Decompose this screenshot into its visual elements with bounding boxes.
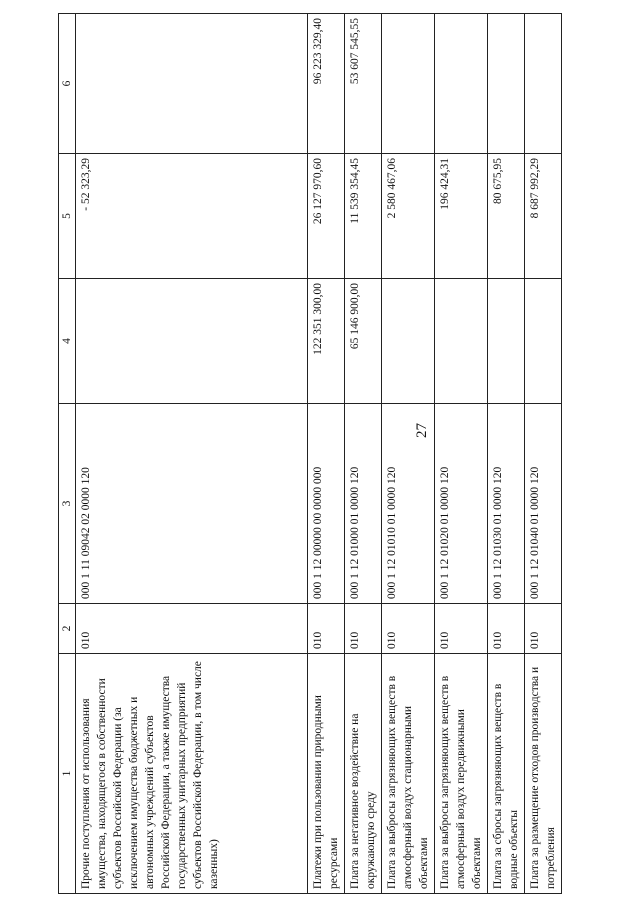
row-unexecuted: [76, 14, 308, 154]
table-row: [382, 14, 435, 894]
row-budget-code: 000 1 12 01020 01 0000 120: [435, 404, 488, 604]
row-unexecuted: [382, 14, 435, 154]
column-number-row: [59, 14, 76, 894]
row-budget-code: 000 1 12 00000 00 0000 000: [308, 404, 345, 604]
page-number: 27: [414, 423, 430, 438]
row-unexecuted: [525, 14, 562, 154]
row-budget-code: 000 1 12 01040 01 0000 120: [525, 404, 562, 604]
column-header-2: 2: [59, 604, 76, 654]
row-approved: [488, 279, 525, 404]
row-approved: 65 146 900,00: [345, 279, 382, 404]
column-header-6: 6: [59, 14, 76, 154]
row-executed: 2 580 467,06: [382, 154, 435, 279]
column-header-3: 3: [59, 404, 76, 604]
row-line-code: 010: [488, 604, 525, 654]
table-row: [345, 14, 382, 894]
column-header-4: 4: [59, 279, 76, 404]
table-row: [76, 14, 308, 894]
row-approved: [382, 279, 435, 404]
row-executed: 8 687 992,29: [525, 154, 562, 279]
row-name: Плата за выбросы загрязняющих веществ в атмосферный воздух стационарными объектами: [382, 654, 435, 894]
row-approved: 122 351 300,00: [308, 279, 345, 404]
column-header-5: 5: [59, 154, 76, 279]
row-name: Плата за размещение отходов производства и потребления: [525, 654, 562, 894]
row-line-code: 010: [382, 604, 435, 654]
row-unexecuted: [488, 14, 525, 154]
row-executed: 80 675,95: [488, 154, 525, 279]
row-budget-code: 000 1 12 01010 01 0000 120: [382, 404, 435, 604]
row-line-code: 010: [525, 604, 562, 654]
report-table-container: [58, 14, 628, 894]
row-executed: 11 539 354,45: [345, 154, 382, 279]
row-name: Прочие поступления от использования имущества, находящегося в собственности субъектов Российской Федерации (за исключением имущества бюджетных и автономных учреждений субъектов Российской Федерации, а также имущества государственных унитарных предприятий субъектов Российской Федерации, в том числе казенных): [76, 654, 308, 894]
table-row: [308, 14, 345, 894]
row-line-code: 010: [435, 604, 488, 654]
table-row: [435, 14, 488, 894]
column-header-1: 1: [59, 654, 76, 894]
row-approved: [76, 279, 308, 404]
row-budget-code: 000 1 12 01000 01 0000 120: [345, 404, 382, 604]
row-line-code: 010: [76, 604, 308, 654]
row-budget-code: 000 1 11 09042 02 0000 120: [76, 404, 308, 604]
table-row: [488, 14, 525, 894]
row-name: Платежи при пользовании природными ресурсами: [308, 654, 345, 894]
row-approved: [435, 279, 488, 404]
row-unexecuted: [435, 14, 488, 154]
row-budget-code: 000 1 12 01030 01 0000 120: [488, 404, 525, 604]
row-executed: - 52 323,29: [76, 154, 308, 279]
report-table: [58, 13, 562, 894]
table-row: [525, 14, 562, 894]
row-line-code: 010: [345, 604, 382, 654]
row-executed: 26 127 970,60: [308, 154, 345, 279]
row-name: Плата за сбросы загрязняющих веществ в водные объекты: [488, 654, 525, 894]
row-line-code: 010: [308, 604, 345, 654]
row-name: Плата за негативное воздействие на окружающую среду: [345, 654, 382, 894]
row-approved: [525, 279, 562, 404]
row-executed: 196 424,31: [435, 154, 488, 279]
row-name: Плата за выбросы загрязняющих веществ в атмосферный воздух передвижными объектами: [435, 654, 488, 894]
row-unexecuted: 96 223 329,40: [308, 14, 345, 154]
row-unexecuted: 53 607 545,55: [345, 14, 382, 154]
